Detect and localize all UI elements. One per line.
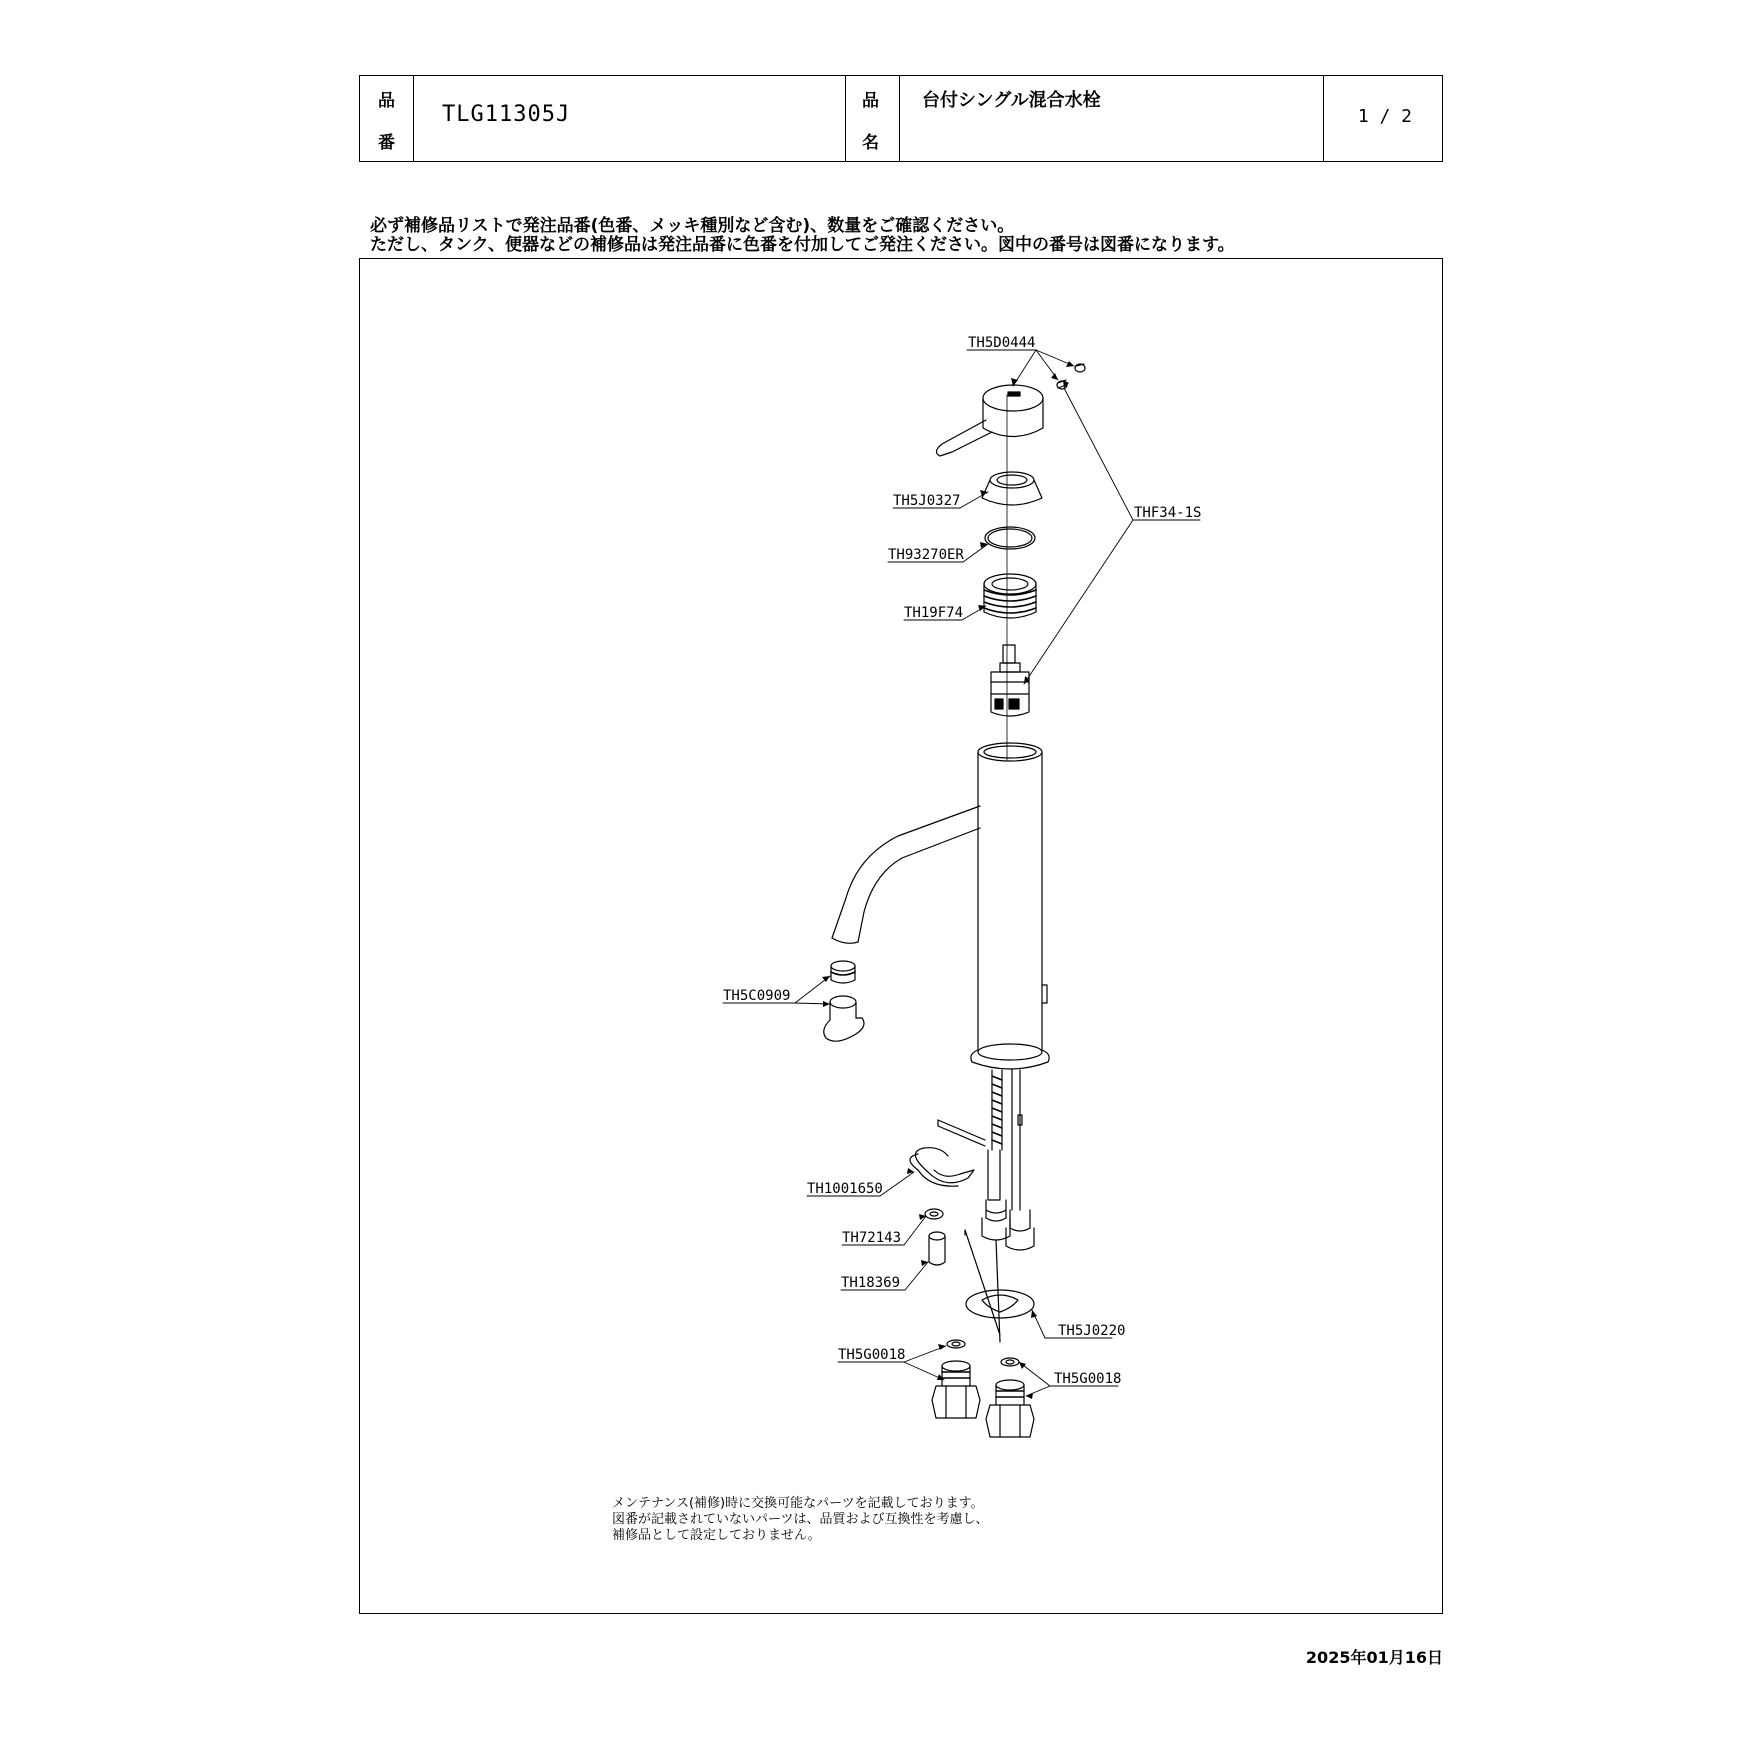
product-code: TLG11305J bbox=[442, 102, 571, 127]
spacer-tube-part bbox=[929, 1232, 945, 1265]
product-name-label-2: 名 bbox=[862, 133, 879, 153]
cartridge-part bbox=[991, 645, 1029, 716]
part-label-th72143: TH72143 bbox=[842, 1230, 902, 1246]
part-label-th1001650: TH1001650 bbox=[807, 1181, 883, 1197]
set-screw bbox=[1057, 364, 1085, 389]
cap-part bbox=[982, 472, 1042, 505]
page-number: 1 / 2 bbox=[1357, 106, 1412, 127]
product-code-label-2: 番 bbox=[378, 133, 395, 153]
fixing-plate-part bbox=[966, 1290, 1034, 1318]
part-label-th18369: TH18369 bbox=[841, 1275, 901, 1291]
hose-nut-right bbox=[986, 1380, 1034, 1437]
part-label-th19f74: TH19F74 bbox=[904, 605, 964, 621]
gasket-right-part bbox=[1001, 1358, 1019, 1366]
issue-date: 2025年01月16日 bbox=[1305, 1648, 1443, 1667]
part-label-th5j0220: TH5J0220 bbox=[1058, 1323, 1126, 1339]
leader-lines bbox=[723, 350, 1200, 1396]
notice-line-1: 必ず補修品リストで発注品番(色番、メッキ種別など含む)、数量をご確認ください。 bbox=[370, 216, 1015, 236]
product-code-label-1: 品 bbox=[378, 91, 395, 111]
hose-nut-left bbox=[932, 1361, 980, 1418]
aerator-key-part bbox=[824, 996, 864, 1041]
gasket-left-part bbox=[947, 1340, 965, 1348]
maintenance-note-line-2: 図番が記載されていないパーツは、品質および互換性を考慮し、 bbox=[612, 1512, 989, 1527]
maintenance-note-line-1: メンテナンス(補修)時に交換可能なパーツを記載しております。 bbox=[612, 1496, 984, 1511]
part-labels bbox=[723, 335, 1201, 1387]
part-label-th5g0018-left: TH5G0018 bbox=[838, 1347, 906, 1363]
o-ring-part bbox=[985, 527, 1035, 549]
product-name-label-1: 品 bbox=[862, 91, 879, 111]
part-label-th93270er: TH93270ER bbox=[888, 547, 964, 563]
part-label-th5d0444: TH5D0444 bbox=[968, 335, 1036, 351]
lever-handle bbox=[936, 385, 1043, 456]
faucet-body bbox=[832, 743, 1049, 1069]
part-label-th5j0327: TH5J0327 bbox=[893, 493, 961, 509]
maintenance-note-line-3: 補修品として設定しておりません。 bbox=[612, 1528, 821, 1543]
product-name: 台付シングル混合水栓 bbox=[922, 90, 1101, 111]
part-label-th5g0018-right: TH5G0018 bbox=[1054, 1371, 1122, 1387]
horseshoe-washer-part bbox=[910, 1148, 974, 1187]
part-label-thf34-1s: THF34-1S bbox=[1134, 505, 1202, 521]
notice-line-2: ただし、タンク、便器などの補修品は発注品番に色番を付加してご発注ください。図中の番号は図番になります。 bbox=[370, 235, 1235, 255]
shank-and-hoses bbox=[938, 1070, 1034, 1342]
part-label-th5c0909: TH5C0909 bbox=[723, 988, 791, 1004]
washer-part bbox=[925, 1209, 943, 1219]
nut-part bbox=[984, 574, 1036, 618]
aerator-part bbox=[831, 961, 855, 983]
